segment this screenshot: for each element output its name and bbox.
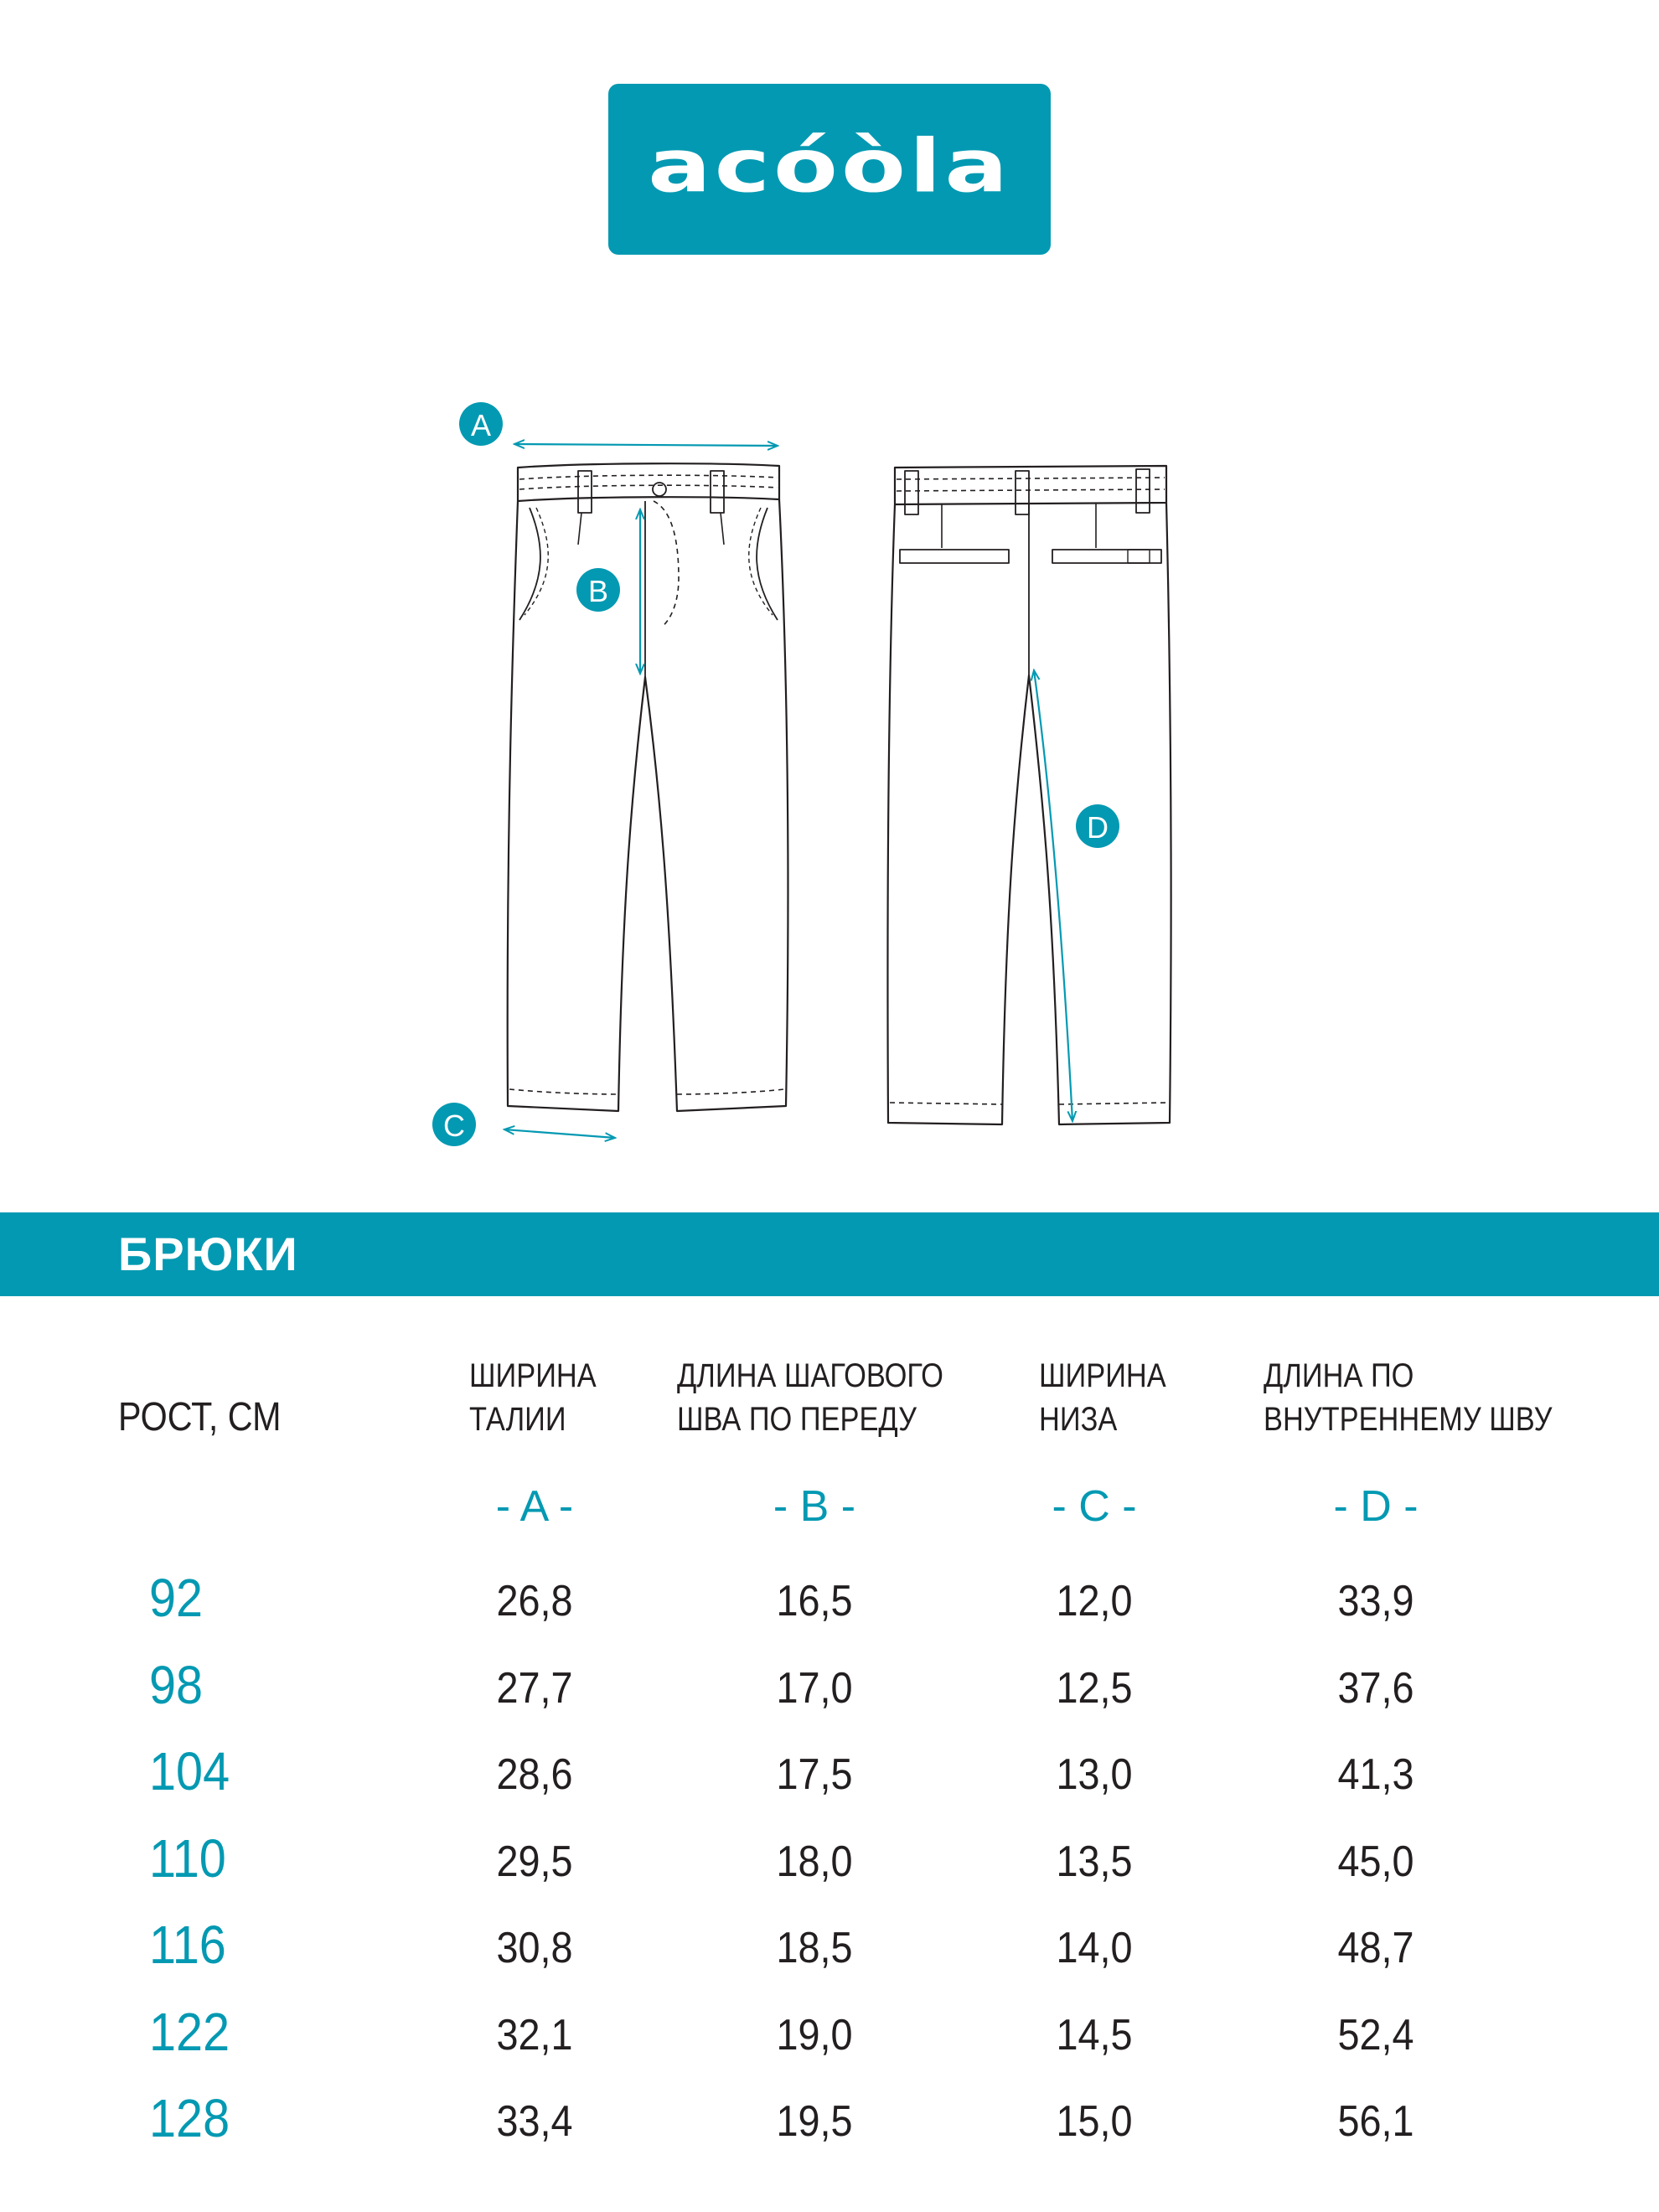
column-letter-a: - A - <box>495 1482 574 1531</box>
row-value-a: 27,7 <box>496 1663 573 1713</box>
row-value-a: 28,6 <box>496 1750 573 1799</box>
column-header-a <box>469 1354 597 1441</box>
table-row <box>0 1560 1659 1636</box>
column-header-b-line2: ШВА ПО ПЕРЕДУ <box>677 1401 917 1438</box>
row-value-a: 33,4 <box>496 2097 573 2146</box>
column-header-a-line1: ШИРИНА <box>469 1357 597 1394</box>
row-value-a: 29,5 <box>496 1837 573 1886</box>
row-value-a: 32,1 <box>496 2010 573 2060</box>
row-value-c: 14,0 <box>1056 1924 1133 1972</box>
row-size: 98 <box>149 1654 204 1715</box>
svg-text:C: C <box>443 1109 465 1143</box>
front-view <box>508 463 788 1111</box>
marker-a <box>459 402 503 446</box>
table-row <box>0 1734 1659 1809</box>
logo-text: acóòla <box>648 124 1011 209</box>
column-header-b <box>677 1354 943 1441</box>
row-header: РОСТ, СМ <box>118 1395 282 1439</box>
column-header-c-line2: НИЗА <box>1039 1401 1118 1438</box>
column-header-d-line1: ДЛИНА ПО <box>1264 1357 1414 1394</box>
column-header-c <box>1039 1354 1166 1441</box>
table-row <box>0 1821 1659 1896</box>
row-value-c: 12,5 <box>1056 1663 1133 1713</box>
row-value-d: 52,4 <box>1337 2010 1414 2060</box>
row-value-b: 17,0 <box>776 1663 853 1713</box>
row-value-b: 18,5 <box>776 1924 853 1972</box>
row-size: 104 <box>149 1741 230 1801</box>
row-size: 116 <box>149 1915 226 1975</box>
svg-text:A: A <box>470 408 492 442</box>
column-letter-b: - B - <box>773 1482 856 1531</box>
row-value-b: 19,5 <box>776 2097 853 2146</box>
row-value-c: 12,0 <box>1056 1577 1133 1625</box>
row-value-a: 30,8 <box>496 1924 573 1972</box>
row-value-c: 13,0 <box>1056 1750 1133 1799</box>
table-row <box>0 2080 1659 2156</box>
row-value-a: 26,8 <box>496 1577 573 1625</box>
row-value-c: 13,5 <box>1056 1837 1133 1886</box>
back-view <box>887 466 1171 1124</box>
row-value-c: 14,5 <box>1056 2010 1133 2060</box>
column-header-a-line2: ТАЛИИ <box>469 1401 566 1438</box>
row-value-c: 15,0 <box>1056 2097 1133 2146</box>
column-header-c-line1: ШИРИНА <box>1039 1357 1166 1394</box>
row-value-b: 18,0 <box>776 1837 853 1886</box>
section-title: БРЮКИ <box>118 1227 298 1280</box>
row-value-d: 37,6 <box>1337 1663 1414 1713</box>
measurement-guides <box>504 444 1072 1138</box>
column-header-d-line2: ВНУТРЕННЕМУ ШВУ <box>1264 1401 1553 1438</box>
table-row <box>0 1647 1659 1723</box>
column-header-b-line1: ДЛИНА ШАГОВОГО <box>677 1357 943 1394</box>
marker-b <box>576 568 620 612</box>
svg-text:D: D <box>1087 810 1109 845</box>
row-value-d: 45,0 <box>1337 1837 1414 1886</box>
column-header-d <box>1264 1354 1552 1441</box>
table-row <box>0 1907 1659 1982</box>
row-size: 92 <box>149 1568 204 1628</box>
row-value-d: 41,3 <box>1337 1750 1414 1799</box>
marker-d <box>1076 804 1119 848</box>
row-size: 110 <box>149 1827 226 1889</box>
marker-c <box>432 1103 476 1146</box>
row-value-d: 48,7 <box>1337 1924 1414 1972</box>
row-value-b: 19,0 <box>776 2010 853 2060</box>
row-size: 128 <box>149 2088 230 2148</box>
row-value-b: 16,5 <box>776 1577 853 1625</box>
svg-text:B: B <box>587 574 609 608</box>
row-size: 122 <box>149 2001 230 2062</box>
row-value-d: 56,1 <box>1337 2097 1414 2146</box>
row-value-b: 17,5 <box>776 1750 853 1799</box>
row-value-d: 33,9 <box>1337 1577 1414 1625</box>
column-letter-d: - D - <box>1333 1482 1419 1531</box>
column-letter-c: - C - <box>1052 1482 1137 1531</box>
table-row <box>0 1994 1659 2070</box>
